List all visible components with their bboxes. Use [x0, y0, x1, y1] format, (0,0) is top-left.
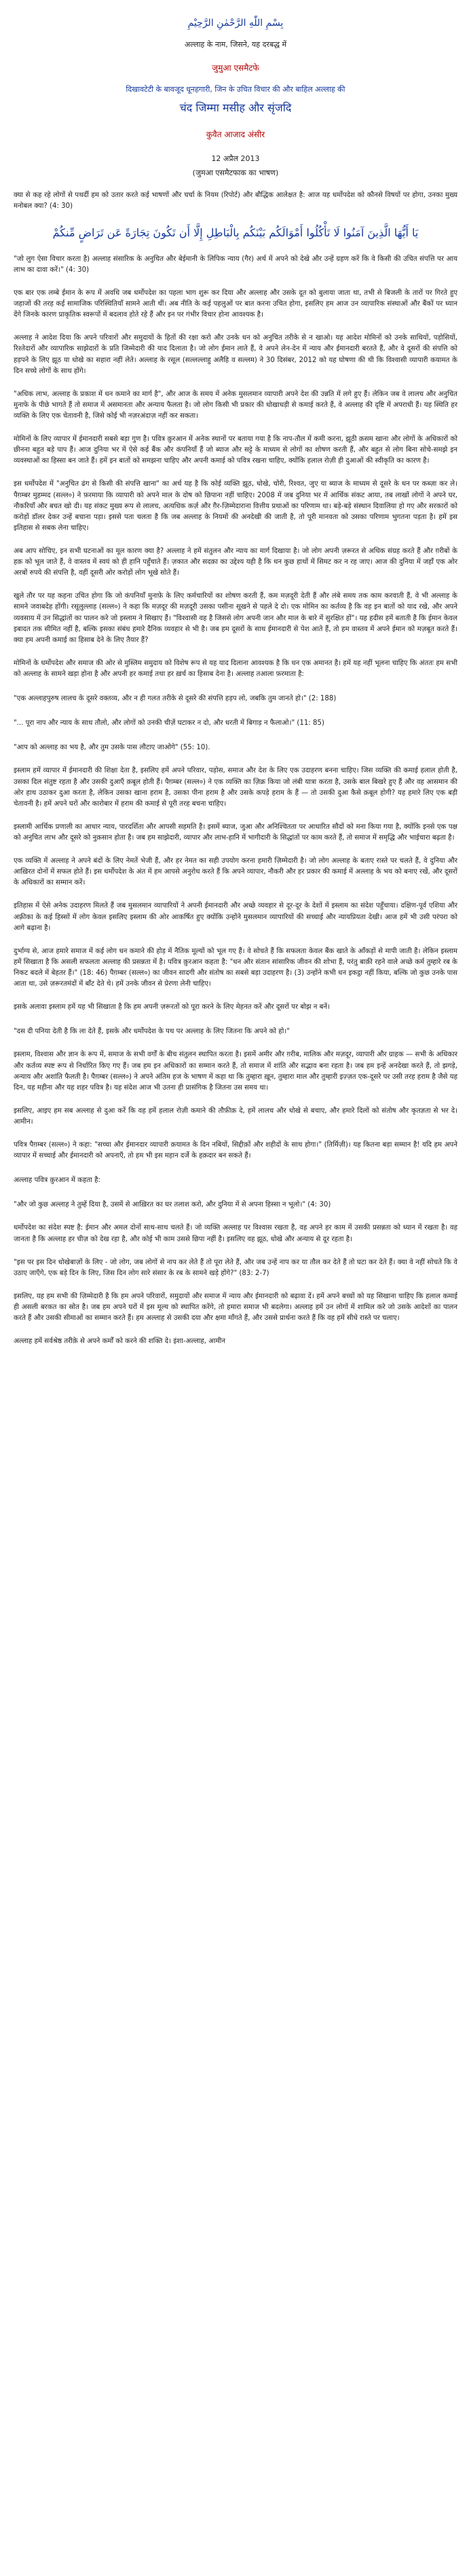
quote: "दस दी पनिया देती है कि ला देते हैं, इसके और धर्मोपदेश के पथ पर अल्लाह के लिए जितना कि अपने को हो।": [14, 1028, 290, 1036]
paragraph: अल्लाह पवित्र क़ुरआन में कहता है:: [14, 1177, 100, 1185]
paragraph: अल्लाह हमें सर्वश्रेष्ठ तरीक़े से अपने कर्मों को करने की शक्ति दे। इंशा-अल्लाह, आमीन: [14, 1338, 226, 1346]
paragraph: खुले तौर पर यह कहना उचित होगा कि जो कंपनियाँ मुनाफ़े के लिए कर्मचारियों का शोषण करती हैं, कम मज़दूरी देती हैं और लंबे समय तक काम करवाती हैं, वे भी अल्लाह के सामने जवाबदेह होंगी। रसूलुल्लाह (सल्ल०) ने कहा कि मज़दूर की मज़दूरी उसका पसीना सूखने से पहले दे दो। एक मोमिन का कर्तव्य है कि वह इन बातों को याद रखे, और अपने व्यवसाय में उन सिद्धांतों का पालन करे जो इस्लाम ने सिखाए हैं। "विश्वासी वह है जिससे लोग अपनी जान और माल के बारे में सुरक्षित हों"। यह हदीस हमें बताती है कि ईमान केवल इबादत तक सीमित नहीं है, बल्कि इसका संबंध हमारे दैनिक व्यवहार से भी है। जब हम दूसरों के साथ ईमानदारी से पेश आते हैं, तो हम वास्तव में अपने ईमान को मज़बूत करते हैं। क्या हम अपनी कमाई का हिसाब देने के लिए तैयार हैं?: [14, 592, 457, 644]
bismillah: بِسْمِ اللّٰهِ الرَّحْمٰنِ الرَّحِيْمِ: [187, 18, 284, 29]
paragraph: इतिहास में ऐसे अनेक उदाहरण मिलते हैं जब मुसलमान व्यापारियों ने अपनी ईमानदारी और अच्छे व्यवहार से दूर-दूर के देशों में इस्लाम का संदेश पहुँचाया। दक्षिण-पूर्व एशिया और अफ़्रीका के कई हिस्सों में लोग केवल इसलिए इस्लाम की ओर आकर्षित हुए क्योंकि उन्होंने मुसलमान व्यापारियों की सच्चाई और न्यायप्रियता देखी। आज हमें भी उसी परंपरा को आगे बढ़ाना है।: [14, 902, 457, 932]
paragraph: इस्लाम, विश्वास और ज्ञान के रूप में, समाज के सभी वर्गों के बीच संतुलन स्थापित करता है। इसमें अमीर और ग़रीब, मालिक और मज़दूर, व्यापारी और ग्राहक — सभी के अधिकार और कर्तव्य स्पष्ट रूप से निर्धारित किए गए हैं। जब हम इन अधिकारों का सम्मान करते हैं, तो समाज में शांति और सद्भाव बना रहता है। जब हम इन्हें अनदेखा करते हैं, तो झगड़े, अन्याय और अशांति फैलती है। पैग़म्बर (सल्ल०) ने अपने अंतिम हज के भाषण में कहा था कि तुम्हारा ख़ून, तुम्हारा माल और तुम्हारी इज़्ज़त एक-दूसरे पर उसी तरह हराम है जैसे यह दिन, यह महीना और यह शहर पवित्र है। यह संदेश आज भी उतना ही प्रासंगिक है जितना उस समय था।: [14, 1051, 457, 1092]
paragraph: "अधिक लाभ, अल्लाह के प्रकाश में धन कमाने का मार्ग है", और आज के समय में अनेक मुसलमान व्यापारी अपने देश की उन्नति में लगे हुए हैं। लेकिन जब वे लालच और अनुचित मुनाफे के पीछे भागते हैं तो समाज में असमानता और अन्याय फैलता है। जो लोग किसी भी प्रकार की धोखाधड़ी से कमाई करते हैं, वे अल्लाह की दृष्टि में अपराधी हैं। यह स्थिति हर व्यक्ति के लिए एक चेतावनी है, जिसे कोई भी नज़रअंदाज़ नहीं कर सकता।: [14, 390, 457, 421]
source: (जुमआ एसमैटफाक का भाषण): [192, 168, 279, 177]
topic-title: चंद जिम्मा मसीह और सृंजदि: [179, 101, 292, 114]
author: कुवैत आजाद अंसीर: [206, 130, 265, 139]
paragraph: इस्लामी आर्थिक प्रणाली का आधार न्याय, पारदर्शिता और आपसी सहमति है। इसमें ब्याज, जुआ और अनिश्चितता पर आधारित सौदों को मना किया गया है, क्योंकि इनसे एक पक्ष को अनुचित लाभ और दूसरे को नुक़सान होता है। जब हम साझेदारी, व्यापार और लाभ-हानि में भागीदारी के सिद्धांतों पर काम करते हैं, तो समाज में समृद्धि और भाईचारा बढ़ता है।: [14, 823, 457, 842]
series-title: जुमुआ एसमैटफे: [212, 63, 259, 73]
paragraph: अल्लाह ने आदेश दिया कि अपने परिवारों और समुदायों के हितों की रक्षा करो और उनके धन को अनुचित तरीके से न खाओ। यह आदेश मोमिनों को उनके साथियों, पड़ोसियों, रिश्तेदारों और व्यापारिक साझेदारों के प्रति जिम्मेदारी की याद दिलाता है। जो लोग ईमान लाते हैं, वे अपने लेन-देन में न्याय और ईमानदारी बरतते हैं, और वे दूसरों की संपत्ति को हड़पने के लिए झूठ या धोखे का सहारा नहीं लेते। अल्लाह के रसूल (सल्लल्लाहु अलैहि व सल्लम) ने 30 दिसंबर, 2012 को यह घोषणा की थी कि विश्वासी व्यापारी कयामत के दिन सच्चे लोगों के साथ होंगे।: [14, 334, 457, 375]
paragraph: धर्मोपदेश का संदेश स्पष्ट है: ईमान और अमल दोनों साथ-साथ चलते हैं। जो व्यक्ति अल्लाह पर विश्वास रखता है, वह अपने हर काम में उसकी प्रसन्नता को ध्यान में रखता है। वह जानता है कि अल्लाह हर चीज़ को देख रहा है, और कोई भी काम उससे छिपा नहीं है। इसलिए वह झूठ, धोखे और अन्याय से दूर रहता है।: [14, 1224, 457, 1243]
paragraph: एक बार एक लम्बे ईमान के रूप में अवधि जब धर्मोपदेश का पहला भाग शुरू कर दिया और अल्लाह और उसके दूत को बुलाया जाता था, तभी से बिजली के तारों पर गिरते हुए जहाजों की तरह कई सामाजिक परिस्थितियाँ सामने आती थीं। अब नीति के कई पहलुओं पर बात करना उचित होगा, इसलिए हम आज उन व्यापारिक संस्थाओं और बैंकों पर ध्यान देंगे जिनके कारण प्राकृतिक स्वरूपों में बदलाव होते रहे हैं और इन पर गंभीर विचार होना आवश्यक है।: [14, 289, 457, 319]
paragraph: एक व्यक्ति में अल्लाह ने अपने बंदों के लिए नेमतें भेजी हैं, और हर नेमत का सही उपयोग करना हमारी ज़िम्मेदारी है। जो लोग अल्लाह के बताए रास्ते पर चलते हैं, वे दुनिया और आख़िरत दोनों में सफल होते हैं। इस धर्मोपदेश के अंत में हम आपसे अनुरोध करते हैं कि अपने व्यापार, नौकरी और हर प्रकार की कमाई में अल्लाह के भय को बनाए रखें, और दूसरों के अधिकारों का सम्मान करें।: [14, 857, 457, 887]
paragraph: इसलिए, आइए हम सब अल्लाह से दुआ करें कि वह हमें हलाल रोज़ी कमाने की तौफ़ीक़ दे, हमें लालच और धोखे से बचाए, और हमारे दिलों को संतोष और कृतज्ञता से भर दे। आमीन।: [14, 1107, 457, 1126]
intro-line: अल्लाह के नाम, जिसने, यह दरबद्ध में: [184, 40, 287, 49]
paragraph: इसलिए, यह हम सभी की ज़िम्मेदारी है कि हम अपने परिवारों, समुदायों और समाज में न्याय और ईमानदारी को बढ़ावा दें। हमें अपने बच्चों को यह सिखाना चाहिए कि हलाल कमाई ही असली बरकत का स्रोत है। जब हम अपने घरों में इस मूल्य को स्थापित करेंगे, तो हमारा समाज भी बदलेगा। अल्लाह हमें उन लोगों में शामिल करे जो उसके आदेशों का पालन करते हैं और उसकी सीमाओं का सम्मान करते हैं। हम अल्लाह से उसकी दया और क्षमा माँगते हैं, और उससे प्रार्थना करते हैं कि वह हमें सीधे रास्ते पर चलाए।: [14, 1292, 457, 1323]
paragraph: इस्लाम हमें व्यापार में ईमानदारी की शिक्षा देता है, इसलिए हमें अपने परिवार, पड़ोस, समाज और देश के लिए एक उदाहरण बनना चाहिए। जिस व्यक्ति की कमाई हलाल होती है, उसका दिल संतुष्ट रहता है और उसकी दुआएँ क़बूल होती हैं। पैग़म्बर (सल्ल०) ने एक व्यक्ति का ज़िक्र किया जो लंबी यात्रा करता है, उसके बाल बिखरे हुए हैं और वह आसमान की ओर हाथ उठाकर दुआ करता है, लेकिन उसका खाना हराम है, उसका पीना हराम है और उसके कपड़े हराम के हैं — तो उसकी दुआ कैसे क़बूल होगी? यह हमारे लिए एक बड़ी चेतावनी है। हमें अपने घरों और कारोबार में हराम की कमाई से पूरी तरह बचना चाहिए।: [14, 767, 457, 808]
paragraph: "जो लुग ऐसा विचार करता है) अल्लाह संसारिक के अनुचित और बेईमानी के लिपिक न्याय (गैर) अर्थ में अपने को देखे और उन्हें ग्रहण करें कि वे किसी की उचित संपत्ति पर आय लाभ का दावा करें।" (4: 30): [14, 255, 457, 274]
paragraph: अब आप सोचिए, इन सभी घटनाओं का मूल कारण क्या है? अल्लाह ने हमें संतुलन और न्याय का मार्ग दिखाया है। जो लोग अपनी ज़रूरत से अधिक संग्रह करते हैं और ग़रीबों के हक़ को भूल जाते हैं, वे वास्तव में स्वयं को ही हानि पहुँचाते हैं। ज़कात और सदक़ा का उद्देश्य यही है कि धन कुछ हाथों में सिमट कर न रह जाए। आज की दुनिया में जहाँ एक ओर अरबों रुपये की संपत्ति है, वहीं दूसरी ओर करोड़ों लोग भूखे सोते हैं।: [14, 548, 457, 577]
arabic-verse: يَا أَيُّهَا الَّذِينَ آمَنُوا لَا تَأْكُلُوا أَمْوَالَكُم بَيْنَكُم بِالْبَاطِلِ إِلَّا أَن تَكُونَ تِجَارَةً عَن تَرَاضٍ مِّنكُمْ: [52, 226, 419, 240]
paragraph: इसके अलावा इस्लाम हमें यह भी सिखाता है कि हम अपनी ज़रूरतों को पूरा करने के लिए मेहनत करें और दूसरों पर बोझ न बनें।: [14, 1003, 330, 1012]
quote: "इस पर इस दिन धोखेबाज़ों के लिए - जो लोग, जब लोगों से नाप कर लेते हैं तो पूरा लेते हैं, और जब उन्हें नाप कर या तौल कर देते हैं तो घटा कर देते हैं। क्या वे नहीं सोचते कि वे उठाए जाएँगे, एक बड़े दिन के लिए, जिस दिन लोग सारे संसार के रब के सामने खड़े होंगे?" (83: 2-7): [14, 1258, 457, 1277]
quote: "आप को अल्लाह का भय है, और तुम उसके पास लौटाए जाओगे" (55: 10).: [14, 744, 210, 752]
paragraph: मोमिनों के धर्मोपदेश और समाज की ओर से मुस्लिम समुदाय को विशेष रूप से यह याद दिलाना आवश्यक है कि धन एक अमानत है। हमें यह नहीं भूलना चाहिए कि अंततः हम सभी को अल्लाह के सामने खड़ा होना है और अपनी हर कमाई तथा हर ख़र्च का हिसाब देना है। अल्लाह तआला फ़रमाता है:: [14, 659, 457, 678]
subtitle: दिखावटेटी के बावजूद धूनहगारी, जिन के उचित विचार की और बाहिल अल्लाह की: [126, 85, 345, 94]
quote: "और जो कुछ अल्लाह ने तुम्हें दिया है, उसमें से आख़िरत का घर तलाश करो, और दुनिया में से अपना हिस्सा न भूलो।" (4: 30): [14, 1201, 331, 1209]
paragraph: मोमिनों के लिए व्यापार में ईमानदारी सबसे बड़ा गुण है। पवित्र क़ुरआन में अनेक स्थानों पर बताया गया है कि नाप-तौल में कमी करना, झूठी क़सम खाना और लोगों के अधिकारों को छीनना बहुत बड़े पाप हैं। आज दुनिया भर में ऐसे कई बैंक और कंपनियाँ हैं जो ब्याज और सट्टे के माध्यम से लोगों का शोषण करती हैं, और बहुत से लोग बिना सोचे-समझे इन व्यवस्थाओं का हिस्सा बन जाते हैं। हमें इन बातों को समझना चाहिए और अपनी कमाई को पवित्र रखना चाहिए, क्योंकि हलाल रोज़ी ही दुआओं की स्वीकृति का कारण है।: [14, 435, 457, 465]
paragraph: दुर्भाग्य से, आज हमारे समाज में कई लोग धन कमाने की होड़ में नैतिक मूल्यों को भूल गए हैं। वे सोचते हैं कि सफलता केवल बैंक खाते के आँकड़ों से मापी जाती है। लेकिन इस्लाम हमें सिखाता है कि असली सफलता अल्लाह की प्रसन्नता में है। पवित्र क़ुरआन कहता है: "धन और संतान सांसारिक जीवन की शोभा हैं, परंतु बाक़ी रहने वाले अच्छे कर्म तुम्हारे रब के निकट बदले में बेहतर हैं।" (18: 46) पैग़म्बर (सल्ल०) का जीवन सादगी और संतोष का सबसे बड़ा उदाहरण है। (3) उन्होंने कभी धन इकट्ठा नहीं किया, बल्कि जो कुछ उनके पास आता था, उसे ज़रूरतमंदों में बाँट देते थे। हमें उनके जीवन से प्रेरणा लेनी चाहिए।: [14, 947, 457, 988]
quote: "... पूरा नाप और न्याय के साथ तौलो, और लोगों को उनकी चीज़ें घटाकर न दो, और धरती में बिगाड़ न फैलाओ।" (11: 85): [14, 719, 324, 728]
paragraph: पवित्र पैग़म्बर (सल्ल०) ने कहा: "सच्चा और ईमानदार व्यापारी क़यामत के दिन नबियों, सिद्दीक़ों और शहीदों के साथ होगा।" (तिर्मिज़ी)। यह कितना बड़ा सम्मान है! यदि हम अपने व्यापार में सच्चाई और ईमानदारी को अपनाएँ, तो हम भी इस महान दर्जे के हक़दार बन सकते हैं।: [14, 1141, 457, 1160]
paragraph: इस धर्मोपदेश में "अनुचित ढंग से किसी की संपत्ति खाना" का अर्थ यह है कि कोई व्यक्ति झूठ, धोखे, चोरी, रिश्वत, जुए या ब्याज के माध्यम से दूसरे के धन पर कब्ज़ा कर ले। पैग़म्बर मुहम्मद (सल्ल०) ने फ़रमाया कि व्यापारी को अपने माल के दोष को छिपाना नहीं चाहिए। 2008 में जब दुनिया भर में आर्थिक संकट आया, तब लाखों लोगों ने अपने घर, नौकरियाँ और बचत खो दी। यह संकट मुख्य रूप से लालच, अत्यधिक कर्ज़ और ग़ैर-ज़िम्मेदाराना वित्तीय प्रथाओं का परिणाम था। बड़े-बड़े संस्थान दिवालिया हो गए और सरकारों को करोड़ों डॉलर देकर उन्हें बचाना पड़ा। इससे पता चलता है कि जब अल्लाह के नियमों की अनदेखी की जाती है, तो पूरी मानवता को उसका परिणाम भुगतना पड़ता है। हमें इस इतिहास से सबक लेना चाहिए।: [14, 480, 457, 532]
paragraph: क्या से कह रहे लोगों से पथर्दी हम को उतार करते कई भाषणों और चर्चा के नियम (रिपोर्ट) और बौद्धिक आलेक्षत है: आज यह धर्मोपदेश को कौनसे विषयों पर होगा, उनका मुख्य मनोबल क्या? (4: 30): [14, 192, 457, 211]
date: 12 अप्रैल 2013: [211, 154, 260, 163]
quote: "एक अल्लाहपुरुष लालच के दूसरे वक्तव्य, और न ही गलत तरीके से दूसरे की संपत्ति हड़प लो, जबकि तुम जानते हो।" (2: 188): [14, 695, 337, 703]
